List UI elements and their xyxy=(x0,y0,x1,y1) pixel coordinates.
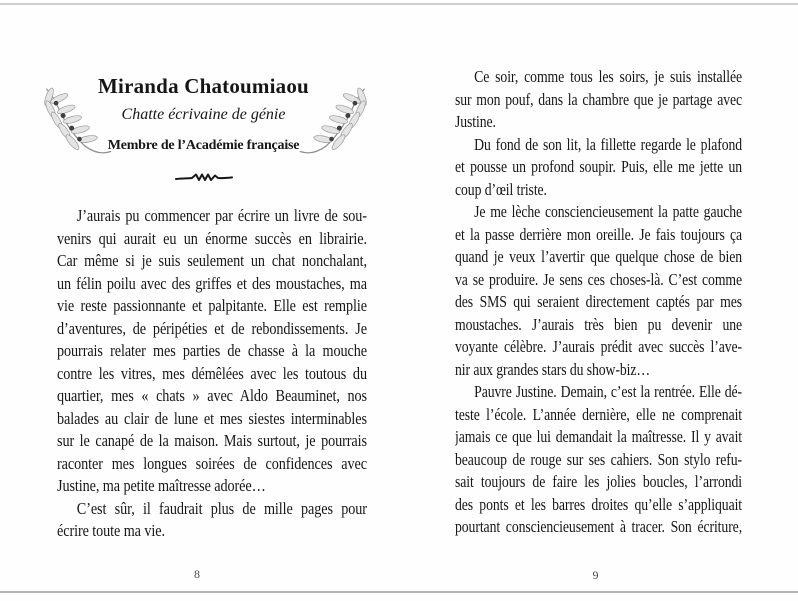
paragraph xyxy=(455,201,742,381)
text-line: des SMS qui seraient directement captés par mes xyxy=(455,292,743,311)
text-line: raconter mes longues soirées de confidences avec xyxy=(57,453,367,473)
author-title: Miranda Chatoumiaou xyxy=(98,74,309,98)
text-line: Du fond de son lit, la fillette regarde le plafond xyxy=(474,134,743,154)
text-line: Car même si je suis seulement un chat nonchalant, xyxy=(57,251,367,270)
text-line: beaucoup de rouge sur ses cahiers. Son stylo refu- xyxy=(455,449,743,469)
text-line: venirs qui aurait eu un énorme succès en librairie. xyxy=(57,228,367,248)
text-line: écrire toute ma vie. xyxy=(57,521,165,540)
squiggle-rule-icon xyxy=(175,171,233,184)
text-line: voyante célèbre. J’aurais prédit avec succès l’ave- xyxy=(455,337,743,356)
paragraph xyxy=(455,134,742,202)
text-line: Je me lèche consciencieusement la patte gauche xyxy=(474,202,743,221)
left-page-body xyxy=(57,205,367,543)
olive-branch-icon xyxy=(35,80,113,170)
page-number-right: 9 xyxy=(592,568,599,582)
text-line: contre les vitres, mes démêlées avec les toutous du xyxy=(57,363,367,383)
author-membership: Membre de l’Académie française xyxy=(107,138,300,153)
text-line: un félin poilu avec des griffes et des moustaches, ma xyxy=(57,273,367,293)
paragraph xyxy=(455,66,742,134)
text-line: sait toujours de faire les jolies boucles, l’arrondi xyxy=(455,472,743,491)
text-line: Justine. xyxy=(455,112,496,131)
text-line: sur le canapé de la maison. Mais surtout, je pourrais xyxy=(57,431,367,450)
right-page-body xyxy=(455,66,742,539)
text-line: pourtant consciencieusement à tracer. Son écriture, xyxy=(455,517,743,536)
page-number-left: 8 xyxy=(194,567,200,581)
paragraph xyxy=(455,381,742,539)
section-divider xyxy=(57,171,367,189)
paragraph xyxy=(57,205,367,498)
text-line: d’aventures, de péripéties et de rebondissements. Je xyxy=(57,318,367,338)
text-line: et pousse un profond soupir. Puis, elle me jette un xyxy=(455,157,743,176)
left-page xyxy=(57,0,367,601)
chapter-header xyxy=(57,74,367,154)
text-line: Pauvre Justine. Demain, c’est la rentrée. Elle dé- xyxy=(474,382,743,401)
text-line: et la passe derrière mon oreille. Je fais toujours ça xyxy=(455,224,743,244)
text-line: vie reste passionnante et palpitante. Elle est remplie xyxy=(57,296,367,315)
text-line: coup d’œil triste. xyxy=(455,179,547,199)
text-line: quartier, mes « chats » avec Aldo Beauminet, nos xyxy=(57,386,367,405)
right-page xyxy=(455,0,742,601)
text-line: Ce soir, comme tous les soirs, je suis installée xyxy=(474,67,743,86)
text-line: C’est sûr, il faudrait plus de mille pages pour xyxy=(76,498,367,518)
author-subtitle: Chatte écrivaine de génie xyxy=(121,106,286,123)
text-line: des ponts et les barres droites qu’elle s’appliquait xyxy=(455,494,743,514)
text-line: balades au clair de lune et mes siestes interminables xyxy=(57,408,367,428)
text-line: moustaches. J’aurais très bien pu devenir une xyxy=(455,314,743,334)
text-line: teste l’école. L’année dernière, elle ne comprenait xyxy=(455,404,743,424)
text-line: pourrais relater mes parties de chasse à la mouche xyxy=(57,341,367,360)
text-line: J’aurais pu commencer par écrire un livre de sou- xyxy=(76,206,367,225)
text-line: sur mon pouf, dans la chambre que je partage avec xyxy=(455,89,743,109)
olive-branch-icon-mirrored xyxy=(298,80,376,170)
text-line: va se produire. Je sens ces choses-là. C’est comme xyxy=(455,269,743,289)
paragraph xyxy=(57,498,367,543)
text-line: nir aux grandes stars du show-biz… xyxy=(455,359,651,379)
text-line: jamais ce que lui demandait la maîtresse. Il y avait xyxy=(455,427,743,446)
text-line: quand je veux l’avertir que quelque chose de bien xyxy=(455,247,743,266)
text-line: Justine, ma petite maîtresse adorée… xyxy=(57,476,266,495)
